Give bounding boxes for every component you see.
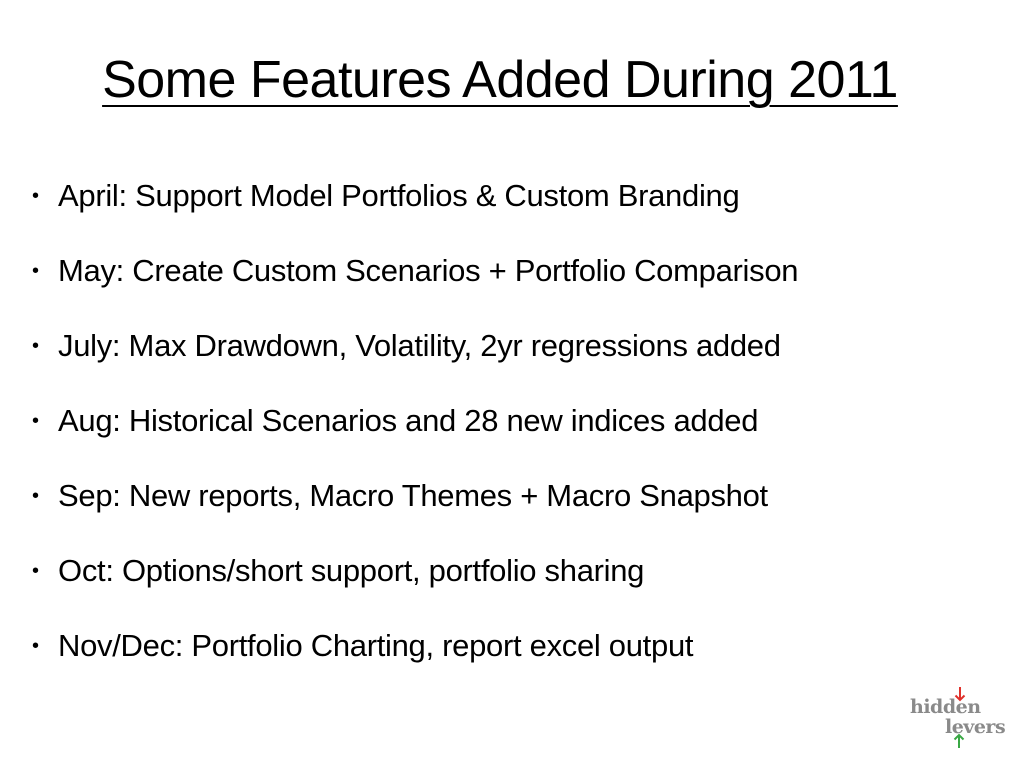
bullet-dot: •	[32, 410, 39, 432]
hiddenlevers-logo	[908, 688, 1008, 748]
bullet-item	[28, 618, 798, 693]
bullet-item	[28, 168, 798, 243]
feature-bullet-list	[28, 168, 798, 693]
bullet-text: July: Max Drawdown, Volatility, 2yr regressions added	[58, 328, 781, 363]
bullet-text: April: Support Model Portfolios & Custom Branding	[58, 178, 740, 213]
bullet-dot: •	[32, 560, 39, 582]
bullet-dot: •	[32, 260, 39, 282]
bullet-item	[28, 243, 798, 318]
bullet-dot: •	[32, 185, 39, 207]
bullet-dot: •	[32, 635, 39, 657]
bullet-text: Nov/Dec: Portfolio Charting, report excel output	[58, 628, 694, 663]
bullet-text: Aug: Historical Scenarios and 28 new indices added	[58, 403, 759, 438]
bullet-item	[28, 393, 798, 468]
bullet-text: May: Create Custom Scenarios + Portfolio Comparison	[58, 253, 799, 288]
slide-title-text: Some Features Added During 2011	[102, 51, 898, 109]
bullet-item	[28, 318, 798, 393]
arrow-up-icon	[953, 733, 965, 749]
bullet-text: Sep: New reports, Macro Themes + Macro Snapshot	[58, 478, 768, 513]
bullet-item	[28, 468, 798, 543]
bullet-dot: •	[32, 335, 39, 357]
bullet-item	[28, 543, 798, 618]
logo-text-levers: levers	[945, 716, 1006, 738]
bullet-dot: •	[32, 485, 39, 507]
bullet-text: Oct: Options/short support, portfolio sharing	[58, 553, 645, 588]
logo-text-hidden: hidden	[910, 696, 981, 718]
slide-title	[0, 44, 1000, 116]
